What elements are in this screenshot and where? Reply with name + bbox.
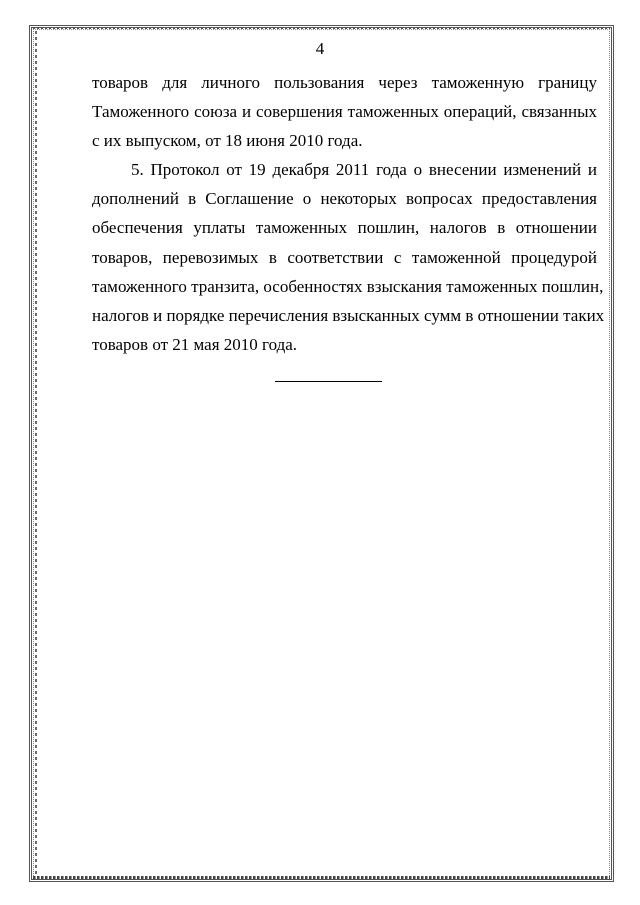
- text-line: товаров для личного пользования через таможенную границу: [92, 73, 597, 92]
- text-line: товаров от 21 мая 2010 года.: [92, 334, 298, 354]
- text-line: Таможенного союза и совершения таможенных операций, связанных: [92, 102, 597, 122]
- text-line: с их выпуском, от 18 июня 2010 года.: [92, 131, 363, 151]
- text-line: 5. Протокол от 19 декабря 2011 года о внесении изменений и: [131, 160, 597, 180]
- text-line: налогов и порядке перечисления взысканных сумм в отношении таких: [92, 305, 605, 325]
- document-body: [92, 68, 605, 359]
- paragraph-item-5: [92, 155, 605, 359]
- text-line: товаров, перевозимых в соответствии с таможенной процедурой: [92, 247, 597, 267]
- text-line: дополнений в Соглашение о некоторых вопросах предоставления: [92, 189, 597, 209]
- text-line: таможенного транзита, особенностях взыскания таможенных пошлин,: [92, 276, 604, 296]
- text-line: обеспечения уплаты таможенных пошлин, налогов в отношении: [92, 218, 597, 238]
- paragraph-continuation: [92, 68, 597, 155]
- page-border-top: [33, 27, 610, 29]
- page-border-bottom: [33, 876, 610, 879]
- end-separator-line: [275, 381, 382, 382]
- page-number: 4: [315, 39, 325, 58]
- page-border-left: [35, 31, 37, 876]
